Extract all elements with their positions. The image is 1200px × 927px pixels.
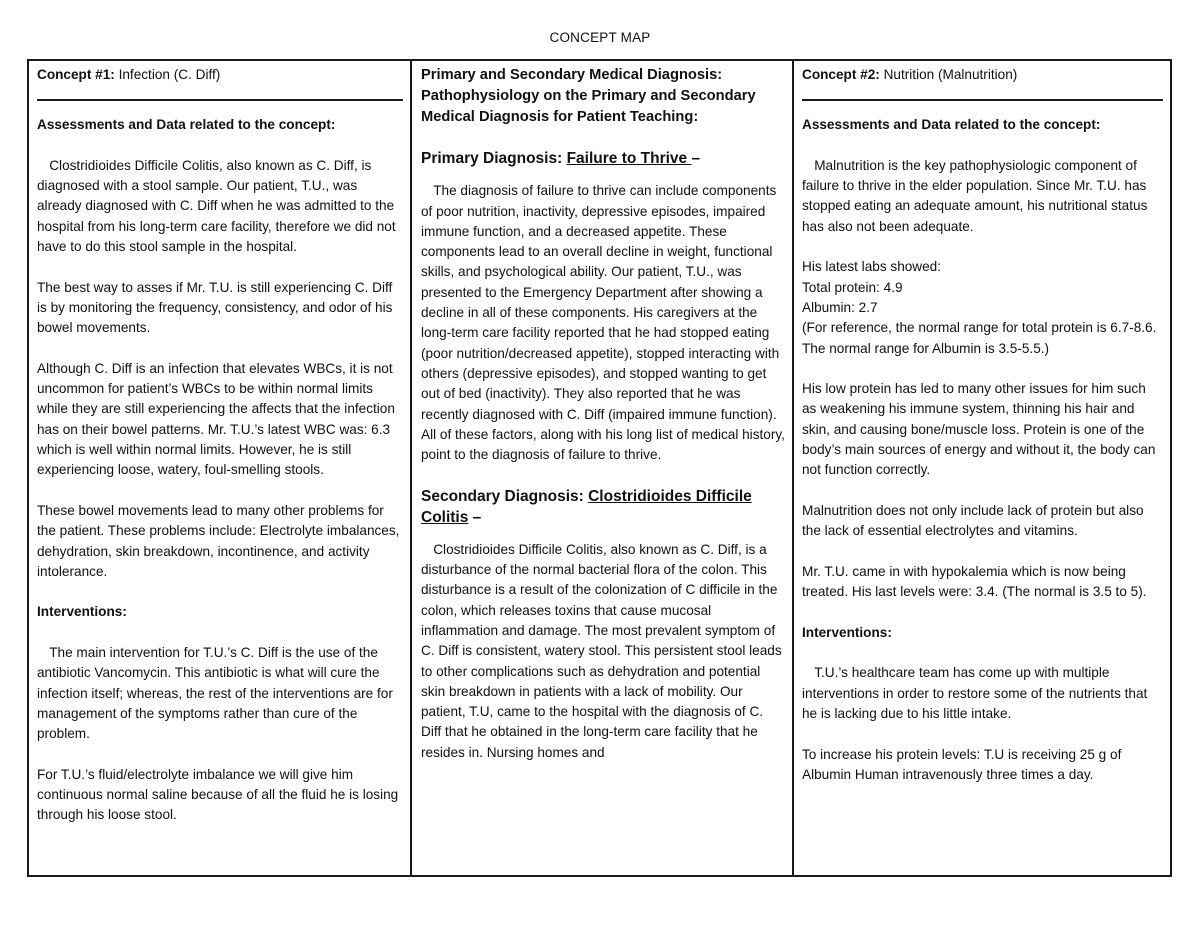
- concept-2-title: [802, 65, 1163, 85]
- concept-2-interventions-heading: Interventions:: [802, 624, 892, 640]
- primary-diagnosis-title: [421, 148, 785, 169]
- primary-diagnosis-label: Primary Diagnosis:: [421, 150, 567, 168]
- lab-albumin: Albumin: 2.7: [802, 299, 878, 315]
- concept-1-interventions-heading: Interventions:: [37, 604, 127, 620]
- secondary-diagnosis-paragraph: Clostridioides Difficile Colitis, also known as C. Diff, is a disturbance of the normal bacterial flora of the colon. This disturbance is a result of the colonization of C difficile in the colon, which releases toxins that cause mucosal inflammation and damage. The most prevalent symptom of C. Diff is consistent, watery stool. This persistent stool leads to other complications such as dehydration and potential skin breakdown in patients with a lack of mobility. Our patient, T.U, came to the hospital with the diagnosis of C. Diff that he obtained in the long-term care facility that he resides in. Nursing homes and: [421, 541, 782, 760]
- concept-2-paragraph: Mr. T.U. came in with hypokalemia which is now being treated. His last levels were: 3.4. (The normal is 3.5 to 5).: [802, 563, 1147, 600]
- diagnosis-column: [410, 61, 792, 875]
- diagnosis-heading: Primary and Secondary Medical Diagnosis: Pathophysiology on the Primary and Secondary Medical Diagnosis for Patient Teaching:: [421, 67, 756, 125]
- lab-total-protein: Total protein: 4.9: [802, 279, 903, 295]
- concept-2-rule: [802, 99, 1163, 101]
- primary-diagnosis-paragraph: The diagnosis of failure to thrive can include components of poor nutrition, inactivity, depressive episodes, impaired immune function, and a decreased appetite. These components lead to an overall decline in weight, functional skills, and psychological ability. Our patient, T.U., was presented to the Emergency Department after showing a decline in all of these components. His caregivers at the long-term care facility reported that he had stopped eating (poor nutrition/decreased appetite), stopped interacting with others (depressive episodes), and stopped wanting to get out of bed (inactivity). They also reported that he was recently diagnosed with C. Diff (impaired immune function). All of these factors, along with his long list of medical history, point to the diagnosis of failure to thrive.: [421, 183, 785, 463]
- concept-2-paragraph: Malnutrition is the key pathophysiologic component of failure to thrive in the elder population. Since Mr. T.U. has stopped eating an adequate amount, his nutritional status has also not been adequate.: [802, 157, 1148, 234]
- concept-2-paragraph: His low protein has led to many other issues for him such as weakening his immune system, thinning his hair and skin, and causing bone/muscle loss. Protein is one of the body’s main sources of energy and without it, the body can not function correctly.: [802, 381, 1156, 478]
- secondary-diagnosis-label: Secondary Diagnosis:: [421, 487, 589, 505]
- concept-2-value: Nutrition (Malnutrition): [879, 67, 1018, 82]
- concept-1-rule: [37, 99, 403, 101]
- concept-2-paragraph: To increase his protein levels: T.U is receiving 25 g of Albumin Human intravenously three times a day.: [802, 746, 1122, 782]
- concept-2-column: [792, 61, 1170, 875]
- concept-1-title: [37, 65, 403, 85]
- lab-reference: (For reference, the normal range for total protein is 6.7-8.6. The normal range for Albumin is 3.5-5.5.): [802, 320, 1157, 356]
- concept-1-label: Concept #1:: [37, 67, 115, 82]
- concept-2-paragraph: T.U.’s healthcare team has come up with multiple interventions in order to restore some of the nutrients that he is lacking due to his little intake.: [802, 665, 1148, 721]
- concept-1-value: Infection (C. Diff): [114, 67, 221, 82]
- concept-1-paragraph: These bowel movements lead to many other problems for the patient. These problems include: Electrolyte imbalances, dehydration, skin breakdown, incontinence, and activity intolerance.: [37, 502, 400, 579]
- concept-2-label: Concept #2:: [802, 67, 880, 82]
- primary-diagnosis-dash: –: [691, 150, 701, 168]
- secondary-diagnosis-name: Clostridioides Difficile Colitis: [421, 487, 752, 526]
- concept-2-paragraph: Malnutrition does not only include lack of protein but also the lack of essential electrolytes and vitamins.: [802, 502, 1144, 539]
- secondary-diagnosis-dash: –: [468, 508, 482, 526]
- concept-2-assessments-heading: Assessments and Data related to the concept:: [802, 117, 1101, 133]
- secondary-diagnosis-title: [421, 486, 785, 528]
- concept-1-column: [29, 61, 410, 875]
- page-title: CONCEPT MAP: [549, 30, 651, 45]
- primary-diagnosis-name: Failure to Thrive: [566, 150, 692, 168]
- concept-map-table: [27, 59, 1172, 877]
- concept-1-paragraph: For T.U.’s fluid/electrolyte imbalance we will give him continuous normal saline because of all the fluid he is losing through his loose stool.: [37, 766, 399, 823]
- concept-1-paragraph: Although C. Diff is an infection that elevates WBCs, it is not uncommon for patient’s WBCs to be within normal limits while they are still experiencing the affects that the infection has on their bowel patterns. Mr. T.U.’s latest WBC was: 6.3 which is well within normal limits. However, he is still experiencing loose, watery, foul-smelling stools.: [37, 360, 395, 478]
- concept-1-assessments-heading: Assessments and Data related to the concept:: [37, 117, 336, 133]
- concept-1-paragraph: The main intervention for T.U.’s C. Diff is the use of the antibiotic Vancomycin. This antibiotic is what will cure the infection itself; whereas, the rest of the interventions are for management of the symptoms rather than cure of the problem.: [37, 645, 393, 742]
- labs-intro: His latest labs showed:: [802, 259, 942, 275]
- concept-1-paragraph: Clostridioides Difficile Colitis, also known as C. Diff, is diagnosed with a stool sample. Our patient, T.U., was already diagnosed with C. Diff when he was admitted to the hospital from his long-term care facility, therefore we did not have to do this stool sample in the hospital.: [37, 157, 396, 255]
- concept-1-paragraph: The best way to asses if Mr. T.U. is still experiencing C. Diff is by monitoring the frequency, consistency, and odor of his bowel movements.: [37, 279, 393, 336]
